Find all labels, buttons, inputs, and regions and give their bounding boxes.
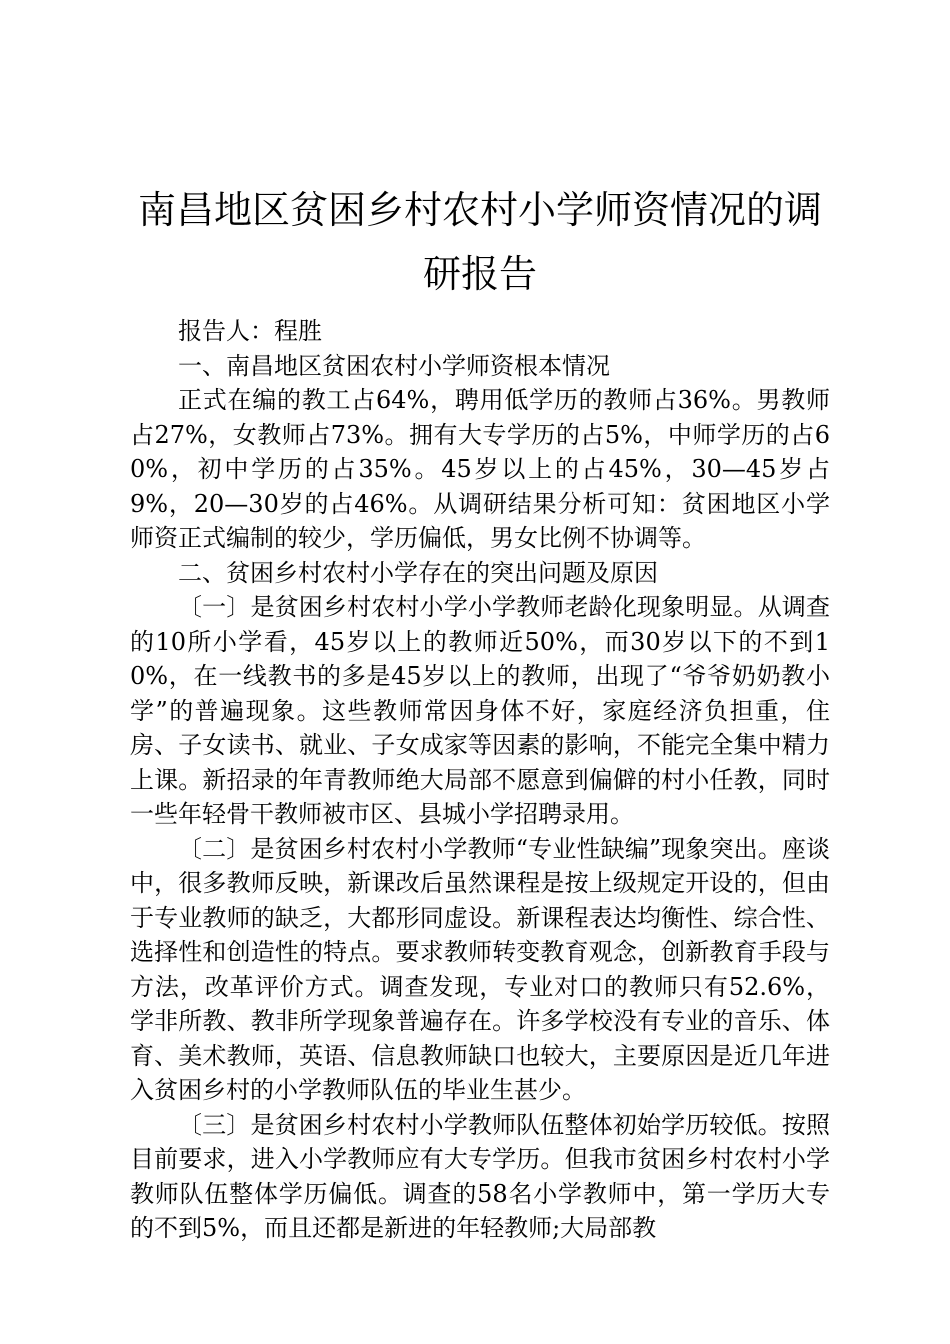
document-page: [130, 178, 830, 1246]
problem-1-paragraph: 〔一〕是贫困乡村农村小学小学教师老龄化现象明显。从调查的10所小学看，45岁以上的教师近50%，而30岁以下的不到10%，在一线教书的多是45岁以上的教师，出现了“爷爷奶奶教小学”的普遍现象。这些教师常因身体不好，家庭经济负担重，住房、子女读书、就业、子女成家等因素的影响，不能完全集中精力上课。新招录的年青教师绝大局部不愿意到偏僻的村小任教，同时一些年轻骨干教师被市区、县城小学招聘录用。: [130, 593, 830, 828]
reporter-line: 报告人：程胜: [178, 317, 322, 345]
section-1-paragraph: 正式在编的教工占64%，聘用低学历的教师占36%。男教师占27%，女教师占73%。拥有大专学历的占5%，中师学历的占60%，初中学历的占35%。45岁以上的占45%，30—45岁占9%，20—30岁的占46%。从调研结果分析可知：贫困地区小学师资正式编制的较少，学历偏低，男女比例不协调等。: [130, 386, 830, 552]
section-2-heading: 二、贫困乡村农村小学存在的突出问题及原因: [178, 558, 658, 587]
problem-3-paragraph: 〔三〕是贫困乡村农村小学教师队伍整体初始学历较低。按照目前要求，进入小学教师应有大专学历。但我市贫困乡村农村小学教师队伍整体学历偏低。调查的58名小学教师中，第一学历大专的不到5%，而且还都是新进的年轻教师;大局部教: [130, 1110, 830, 1242]
section-1-heading: 一、南昌地区贫困农村小学师资根本情况: [178, 351, 610, 380]
document-body: [130, 314, 830, 1246]
problem-2-paragraph: 〔二〕是贫困乡村农村小学教师“专业性缺编”现象突出。座谈中，很多教师反映，新课改后虽然课程是按上级规定开设的，但由于专业教师的缺乏，大都形同虚设。新课程表达均衡性、综合性、选择性和创造性的特点。要求教师转变教育观念，创新教育手段与方法，改革评价方式。调查发现，专业对口的教师只有52.6%，学非所教、教非所学现象普遍存在。许多学校没有专业的音乐、体育、美术教师，英语、信息教师缺口也较大，主要原因是近几年进入贫困乡村的小学教师队伍的毕业生甚少。: [130, 834, 830, 1104]
document-title: 南昌地区贫困乡村农村小学师资情况的调研报告: [137, 188, 822, 296]
